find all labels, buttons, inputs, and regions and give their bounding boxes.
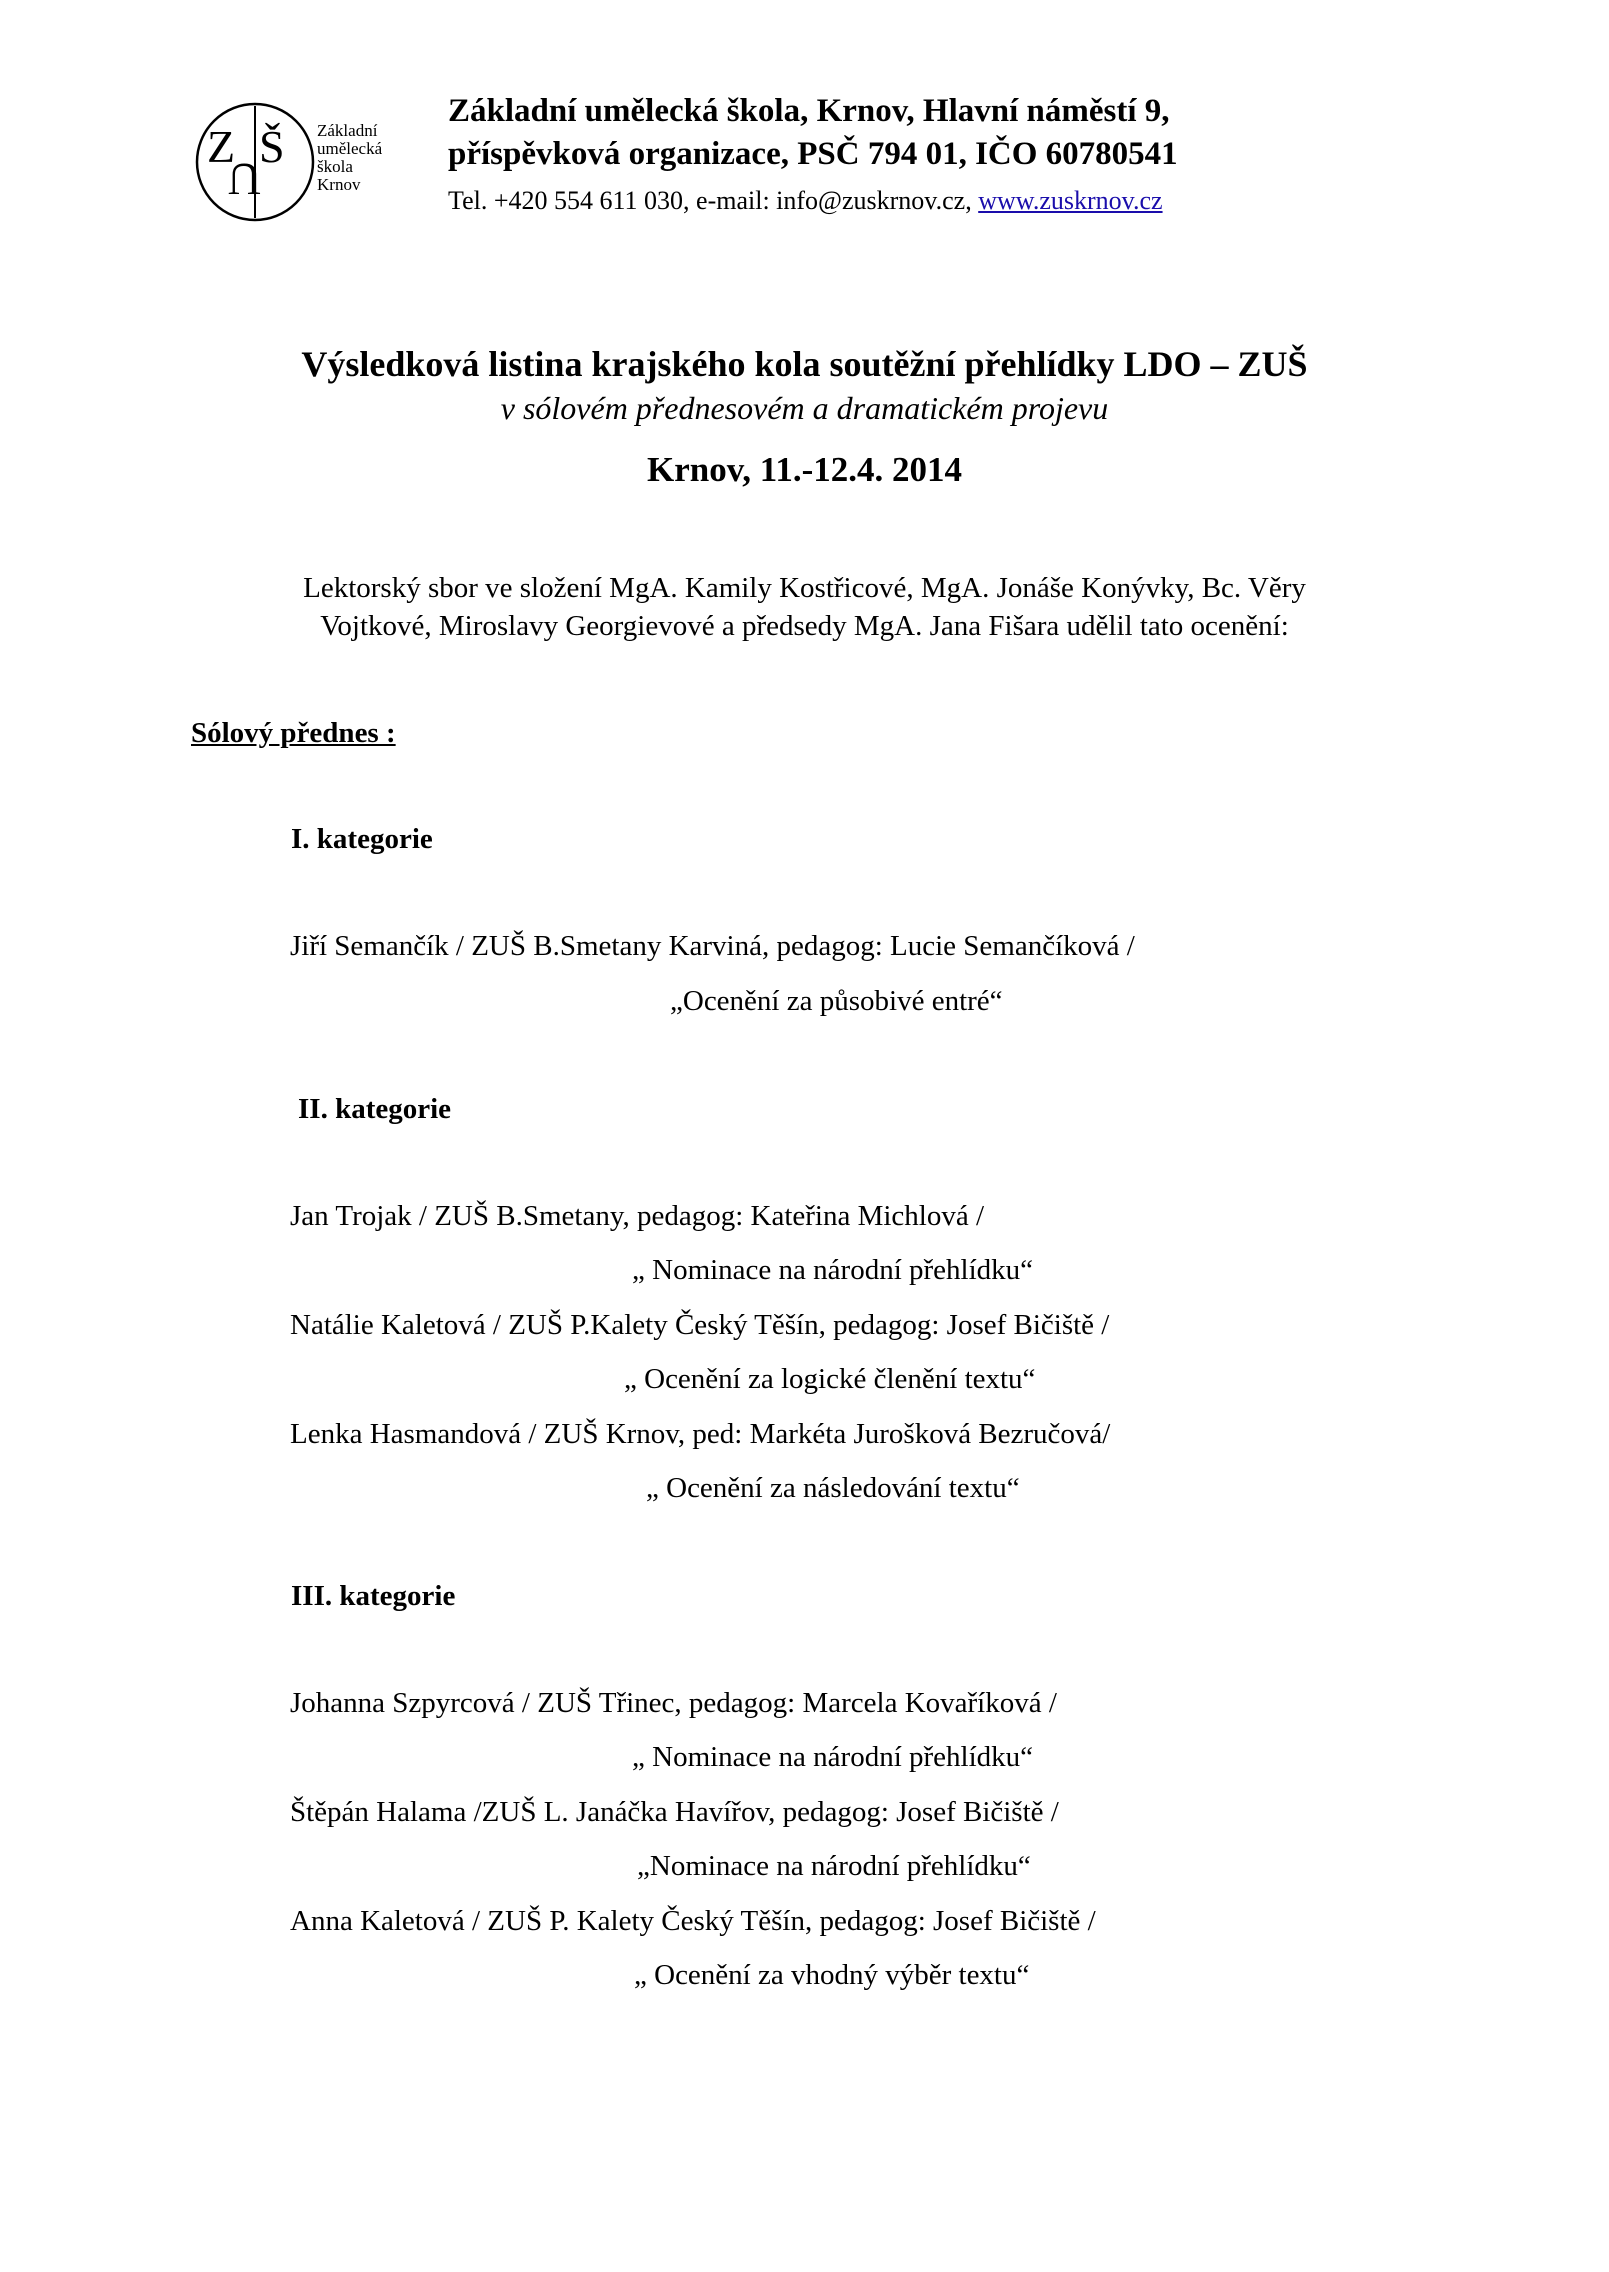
jury-text-line: Vojtkové, Miroslavy Georgievové a předsedy MgA. Jana Fišara udělil tato ocenění: <box>320 610 1289 642</box>
website-link[interactable]: www.zuskrnov.cz <box>978 186 1163 215</box>
svg-text:U: U <box>227 154 261 205</box>
award-line: „ Ocenění za logické členění textu“ <box>624 1363 1036 1395</box>
letterhead-contact <box>448 186 1163 216</box>
participant-line: Anna Kaletová / ZUŠ P. Kalety Český Těšín, pedagog: Josef Bičiště / <box>290 1905 1096 1937</box>
participant-line: Štěpán Halama /ZUŠ L. Janáčka Havířov, pedagog: Josef Bičiště / <box>290 1796 1059 1828</box>
participant-line: Natálie Kaletová / ZUŠ P.Kalety Český Těšín, pedagog: Josef Bičiště / <box>290 1309 1110 1341</box>
logo-text-line: umělecká <box>317 139 383 158</box>
svg-text:Š: Š <box>259 121 285 172</box>
award-line: „Nominace na národní přehlídku“ <box>637 1850 1031 1882</box>
letterhead-organization: příspěvková organizace, PSČ 794 01, IČO 60780541 <box>448 136 1178 172</box>
category-heading: I. kategorie <box>291 823 433 855</box>
logo-text-line: škola <box>317 157 353 176</box>
logo-text <box>317 122 382 194</box>
zus-monogram-icon <box>193 100 318 225</box>
logo-text-line: Krnov <box>317 175 361 194</box>
participant-line: Johanna Szpyrcová / ZUŠ Třinec, pedagog: Marcela Kovaříková / <box>290 1687 1057 1719</box>
place-and-date: Krnov, 11.-12.4. 2014 <box>646 450 963 489</box>
award-line: „ Nominace na národní přehlídku“ <box>632 1254 1034 1286</box>
category-heading: II. kategorie <box>298 1093 452 1125</box>
page-subtitle: v sólovém přednesovém a dramatickém projevu <box>500 390 1109 426</box>
award-line: „ Ocenění za vhodný výběr textu“ <box>634 1959 1030 1991</box>
contact-text: Tel. +420 554 611 030, e-mail: info@zuskrnov.cz, <box>448 186 979 215</box>
category-heading: III. kategorie <box>291 1580 456 1612</box>
participant-line: Jan Trojak / ZUŠ B.Smetany, pedagog: Kateřina Michlová / <box>290 1200 985 1232</box>
logo-text-line: Základní <box>317 121 378 140</box>
participant-line: Jiří Semančík / ZUŠ B.Smetany Karviná, pedagog: Lucie Semančíková / <box>290 930 1135 962</box>
participant-line: Lenka Hasmandová / ZUŠ Krnov, ped: Markéta Jurošková Bezručová/ <box>290 1418 1111 1450</box>
page-title: Výsledková listina krajského kola soutěžní přehlídky LDO – ZUŠ <box>301 344 1308 384</box>
award-line: „ Ocenění za následování textu“ <box>646 1472 1020 1504</box>
letterhead-school-name: Základní umělecká škola, Krnov, Hlavní náměstí 9, <box>448 93 1170 129</box>
svg-text:Z: Z <box>207 121 236 172</box>
award-line: „Ocenění za působivé entré“ <box>670 985 1003 1017</box>
section-heading: Sólový přednes : <box>191 717 396 749</box>
school-logo <box>193 100 403 230</box>
award-line: „ Nominace na národní přehlídku“ <box>632 1741 1034 1773</box>
jury-text-line: Lektorský sbor ve složení MgA. Kamily Kostřicové, MgA. Jonáše Konývky, Bc. Věry <box>303 572 1306 604</box>
